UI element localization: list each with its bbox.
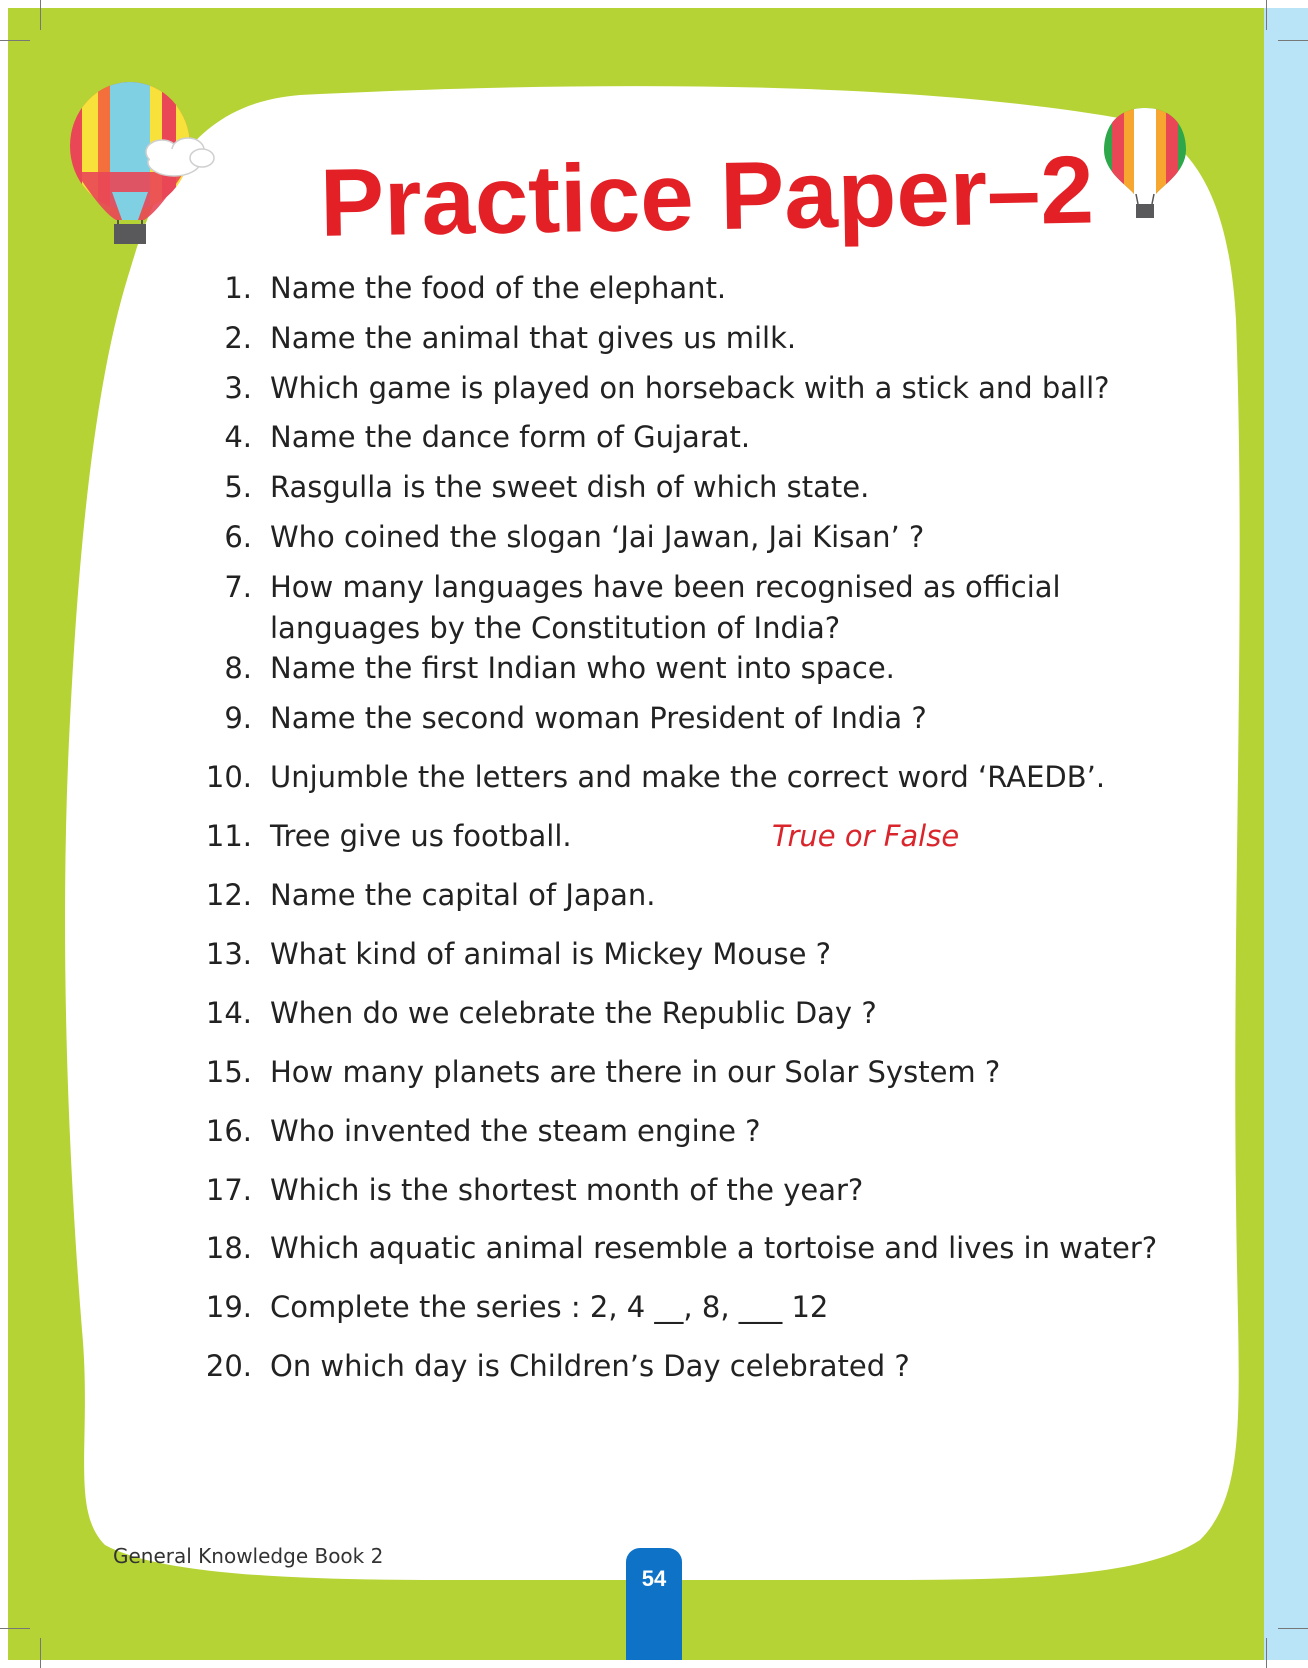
question-text: What kind of animal is Mickey Mouse ? <box>270 937 832 971</box>
question-text: How many languages have been recognised as official languages by the Constitution of India? <box>270 570 1061 645</box>
question-number: 3. <box>224 371 252 405</box>
question-number: 17. <box>205 1173 252 1207</box>
question-text: When do we celebrate the Republic Day ? <box>270 996 877 1030</box>
question-text: Who invented the steam engine ? <box>270 1114 761 1148</box>
question-text: Name the dance form of Gujarat. <box>270 420 751 454</box>
question-text: Rasgulla is the sweet dish of which state. <box>270 470 870 504</box>
question-number: 8. <box>224 651 252 685</box>
question-item <box>180 417 1200 457</box>
question-item <box>180 1111 1200 1151</box>
question-number: 9. <box>224 701 252 735</box>
question-item <box>180 993 1200 1033</box>
hot-air-balloon-icon <box>62 82 222 262</box>
question-text: Name the food of the elephant. <box>270 271 727 305</box>
question-number: 13. <box>205 937 252 971</box>
question-number: 12. <box>205 878 252 912</box>
question-text: On which day is Children’s Day celebrated ? <box>270 1349 910 1383</box>
question-item <box>180 934 1200 974</box>
question-item <box>180 698 1200 738</box>
question-text: Name the first Indian who went into space. <box>270 651 895 685</box>
cloud-icon <box>146 138 214 176</box>
question-text: Which is the shortest month of the year? <box>270 1173 864 1207</box>
question-number: 2. <box>224 321 252 355</box>
question-item <box>180 1287 1200 1327</box>
question-number: 16. <box>205 1114 252 1148</box>
question-text: Who coined the slogan ‘Jai Jawan, Jai Kisan’ ? <box>270 520 925 554</box>
page-number: 54 <box>641 1566 667 1591</box>
question-number: 7. <box>224 570 252 604</box>
question-item <box>180 875 1200 915</box>
question-item <box>180 567 1200 649</box>
question-text: Name the second woman President of India ? <box>270 701 927 735</box>
question-item <box>180 1170 1200 1210</box>
question-text: Which game is played on horseback with a stick and ball? <box>270 371 1110 405</box>
question-item <box>180 1228 1200 1268</box>
question-number: 19. <box>205 1290 252 1324</box>
page-title-text: Practice Paper–2 <box>319 136 1095 257</box>
question-item <box>180 1346 1200 1386</box>
question-item <box>180 757 1200 797</box>
question-number: 15. <box>205 1055 252 1089</box>
question-item <box>180 368 1200 408</box>
question-item <box>180 648 1200 688</box>
question-number: 18. <box>205 1231 252 1265</box>
question-text: Name the capital of Japan. <box>270 878 656 912</box>
question-item <box>180 467 1200 507</box>
book-name: General Knowledge Book 2 <box>113 1544 384 1568</box>
question-text: Which aquatic animal resemble a tortoise and lives in water? <box>270 1231 1158 1265</box>
question-text: Name the animal that gives us milk. <box>270 321 797 355</box>
question-item <box>180 318 1200 358</box>
page-title <box>319 136 1095 260</box>
question-text: How many planets are there in our Solar System ? <box>270 1055 1001 1089</box>
question-number: 5. <box>224 470 252 504</box>
question-number: 6. <box>224 520 252 554</box>
question-number: 4. <box>224 420 252 454</box>
question-item <box>180 268 1200 308</box>
question-item <box>180 1052 1200 1092</box>
question-number: 20. <box>205 1349 252 1383</box>
true-or-false-label: True or False <box>772 819 960 853</box>
question-number: 10. <box>205 760 252 794</box>
question-number: 1. <box>224 271 252 305</box>
hot-air-balloon-icon <box>1100 106 1190 226</box>
question-number: 14. <box>205 996 252 1030</box>
page-number-tab <box>626 1548 682 1660</box>
question-item <box>180 816 1200 856</box>
question-text: Tree give us football. <box>270 819 572 853</box>
question-item <box>180 517 1200 557</box>
question-text: Complete the series : 2, 4 __, 8, ___ 12 <box>270 1290 829 1324</box>
question-text: Unjumble the letters and make the correct word ‘RAEDB’. <box>270 760 1106 794</box>
question-number: 11. <box>205 819 252 853</box>
